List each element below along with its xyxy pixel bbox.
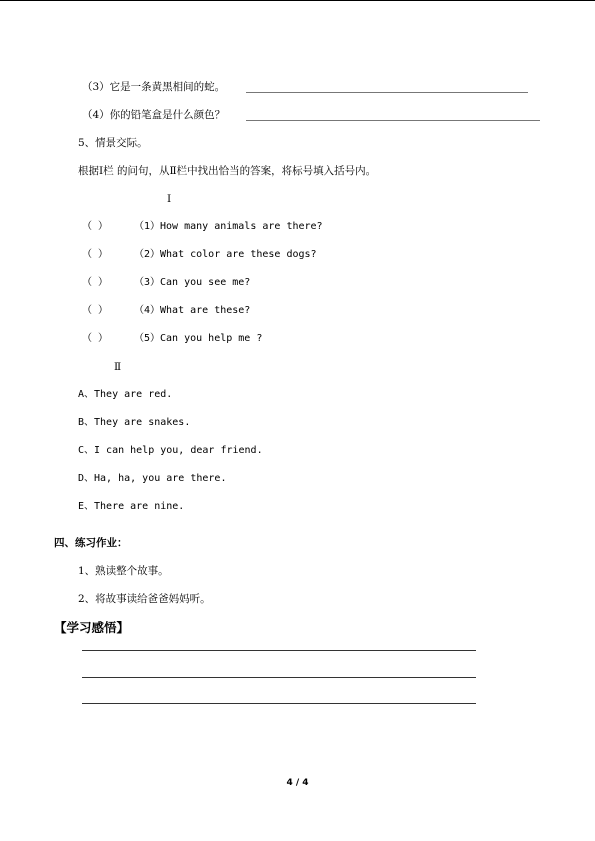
homework-item-1: 1、熟读整个故事。	[78, 565, 169, 577]
question-4: （4）你的铅笔盒是什么颜色？	[82, 109, 226, 121]
section-5-title: 5、情景交际。	[78, 137, 148, 149]
match-item-5	[82, 332, 262, 346]
section-5-instruction: 根据Ⅰ栏 的问句，从Ⅱ栏中找出恰当的答案，将标号填入括号内。	[78, 165, 377, 177]
page-number: 4 / 4	[286, 778, 309, 788]
column-1-header: Ⅰ	[167, 193, 172, 205]
page-top-rule	[0, 0, 595, 1]
question-4-answer-blank[interactable]	[246, 120, 540, 121]
match-item-3	[82, 276, 250, 290]
answer-paren-3[interactable]: （ ）	[82, 277, 109, 288]
homework-item-2: 2、将故事读给爸爸妈妈听。	[78, 593, 211, 605]
reflection-line-1[interactable]	[82, 650, 476, 651]
answer-option-c: C、I can help you, dear friend.	[78, 445, 263, 456]
match-item-5-text: （5）Can you help me ?	[134, 333, 263, 344]
match-item-2-text: （2）What color are these dogs?	[134, 249, 317, 260]
reflection-line-2[interactable]	[82, 677, 476, 678]
match-item-1-text: （1）How many animals are there?	[134, 221, 323, 232]
homework-title: 四、练习作业：	[54, 537, 128, 549]
reflection-line-3[interactable]	[82, 703, 476, 704]
question-3: （3）它是一条黄黑相间的蛇。	[82, 81, 226, 93]
answer-paren-4[interactable]: （ ）	[82, 305, 109, 316]
answer-option-e: E、There are nine.	[78, 501, 185, 512]
answer-option-a: A、They are red.	[78, 389, 173, 400]
match-item-4-text: （4）What are these?	[134, 305, 251, 316]
answer-paren-5[interactable]: （ ）	[82, 333, 109, 344]
match-item-3-text: （3）Can you see me?	[134, 277, 251, 288]
column-2-header: Ⅱ	[114, 361, 122, 373]
match-item-2	[82, 248, 317, 262]
reflection-title: 【学习感悟】	[54, 620, 130, 635]
question-3-answer-blank[interactable]	[246, 92, 528, 93]
answer-paren-1[interactable]: （ ）	[82, 221, 109, 232]
answer-option-d: D、Ha, ha, you are there.	[78, 473, 227, 484]
answer-option-b: B、They are snakes.	[78, 417, 191, 428]
match-item-1	[82, 220, 323, 234]
answer-paren-2[interactable]: （ ）	[82, 249, 109, 260]
match-item-4	[82, 304, 250, 318]
